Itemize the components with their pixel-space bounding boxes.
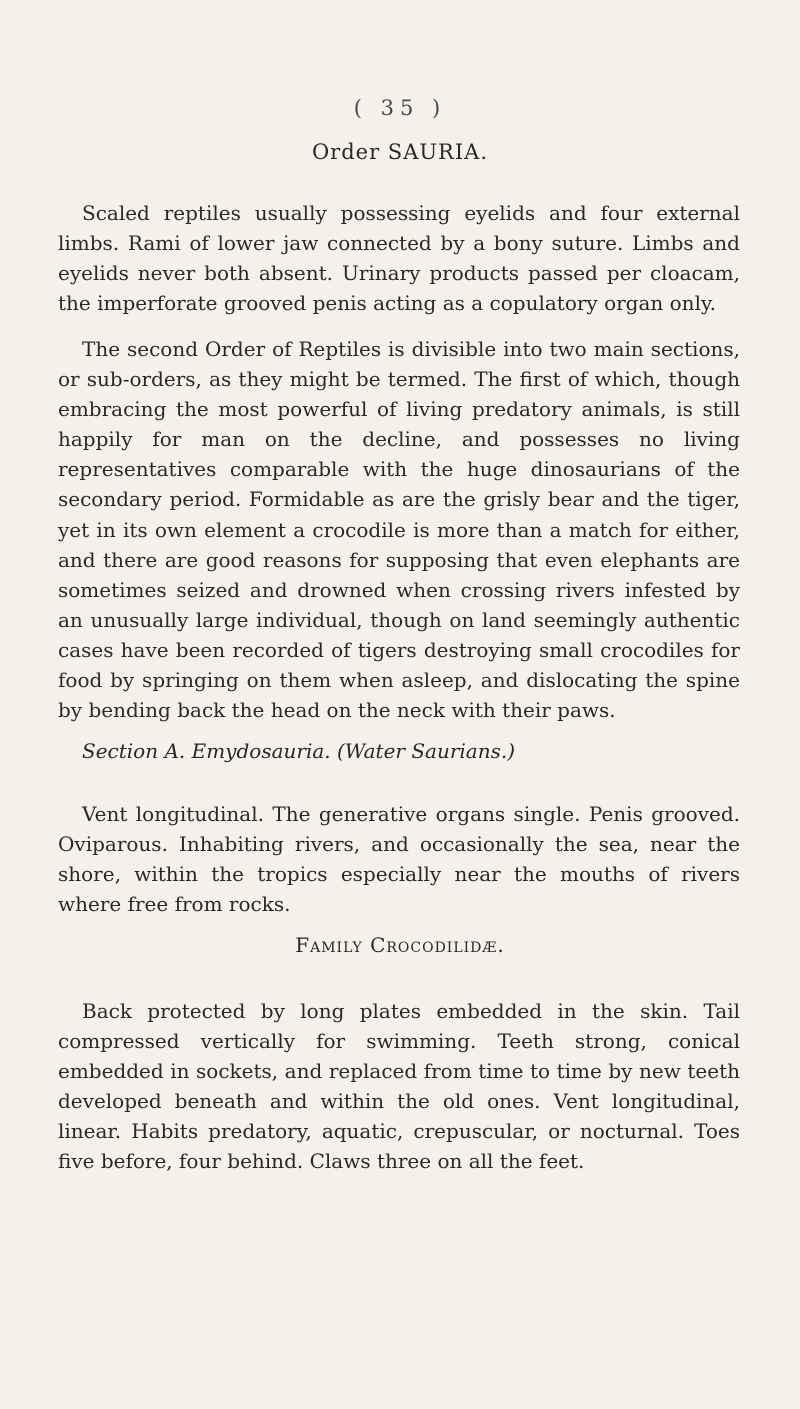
paragraph-family-description: Back protected by long plates embedded in the skin. Tail compressed vertically for swimming. Teeth strong, conical embedded in sockets, and replaced from time to time by new teeth developed beneath and within the old ones. Vent longitudinal, linear. Habits predatory, aquatic, crepuscular, or nocturnal. Toes five before, four behind. Claws three on all the feet.	[58, 999, 740, 1174]
paragraph-section-description: Vent longitudinal. The generative organs single. Penis grooved. Oviparous. Inhabiting rivers, and occasionally the sea, near the shore, within the tropics especially near the mouths of rivers where free from rocks.	[58, 802, 740, 917]
paragraph-sub-orders: The second Order of Reptiles is divisible into two main sections, or sub-orders, as they might be termed. The first of which, though embracing the most powerful of living predatory animals, is still happily for man on the decline, and possesses no living representatives comparable with the huge dinosaurians of the secondary period. Formidable as are the grisly bear and the tiger, yet in its own element a crocodile is more than a match for either, and there are good reasons for supposing that even elephants are sometimes seized and drowned when crossing rivers infested by an unusually large individual, though on land seemingly authentic cases have been recorded of tigers destroying small crocodiles for food by springing on them when asleep, and dislocating the spine by bending back the head on the neck with their paws.	[58, 337, 740, 723]
page-number: ( 35 )	[353, 96, 447, 120]
paragraph-order-description: Scaled reptiles usually possessing eyelids and four external limbs. Rami of lower jaw connected by a bony suture. Limbs and eyelids never both absent. Urinary products passed per cloacam, the imperforate grooved penis acting as a copulatory organ only.	[58, 201, 740, 316]
section-heading: Section A. Emydosauria. (Water Saurians.)	[82, 739, 516, 763]
order-heading: Order SAURIA.	[311, 140, 489, 164]
family-heading: Family Crocodilidæ.	[295, 933, 505, 957]
